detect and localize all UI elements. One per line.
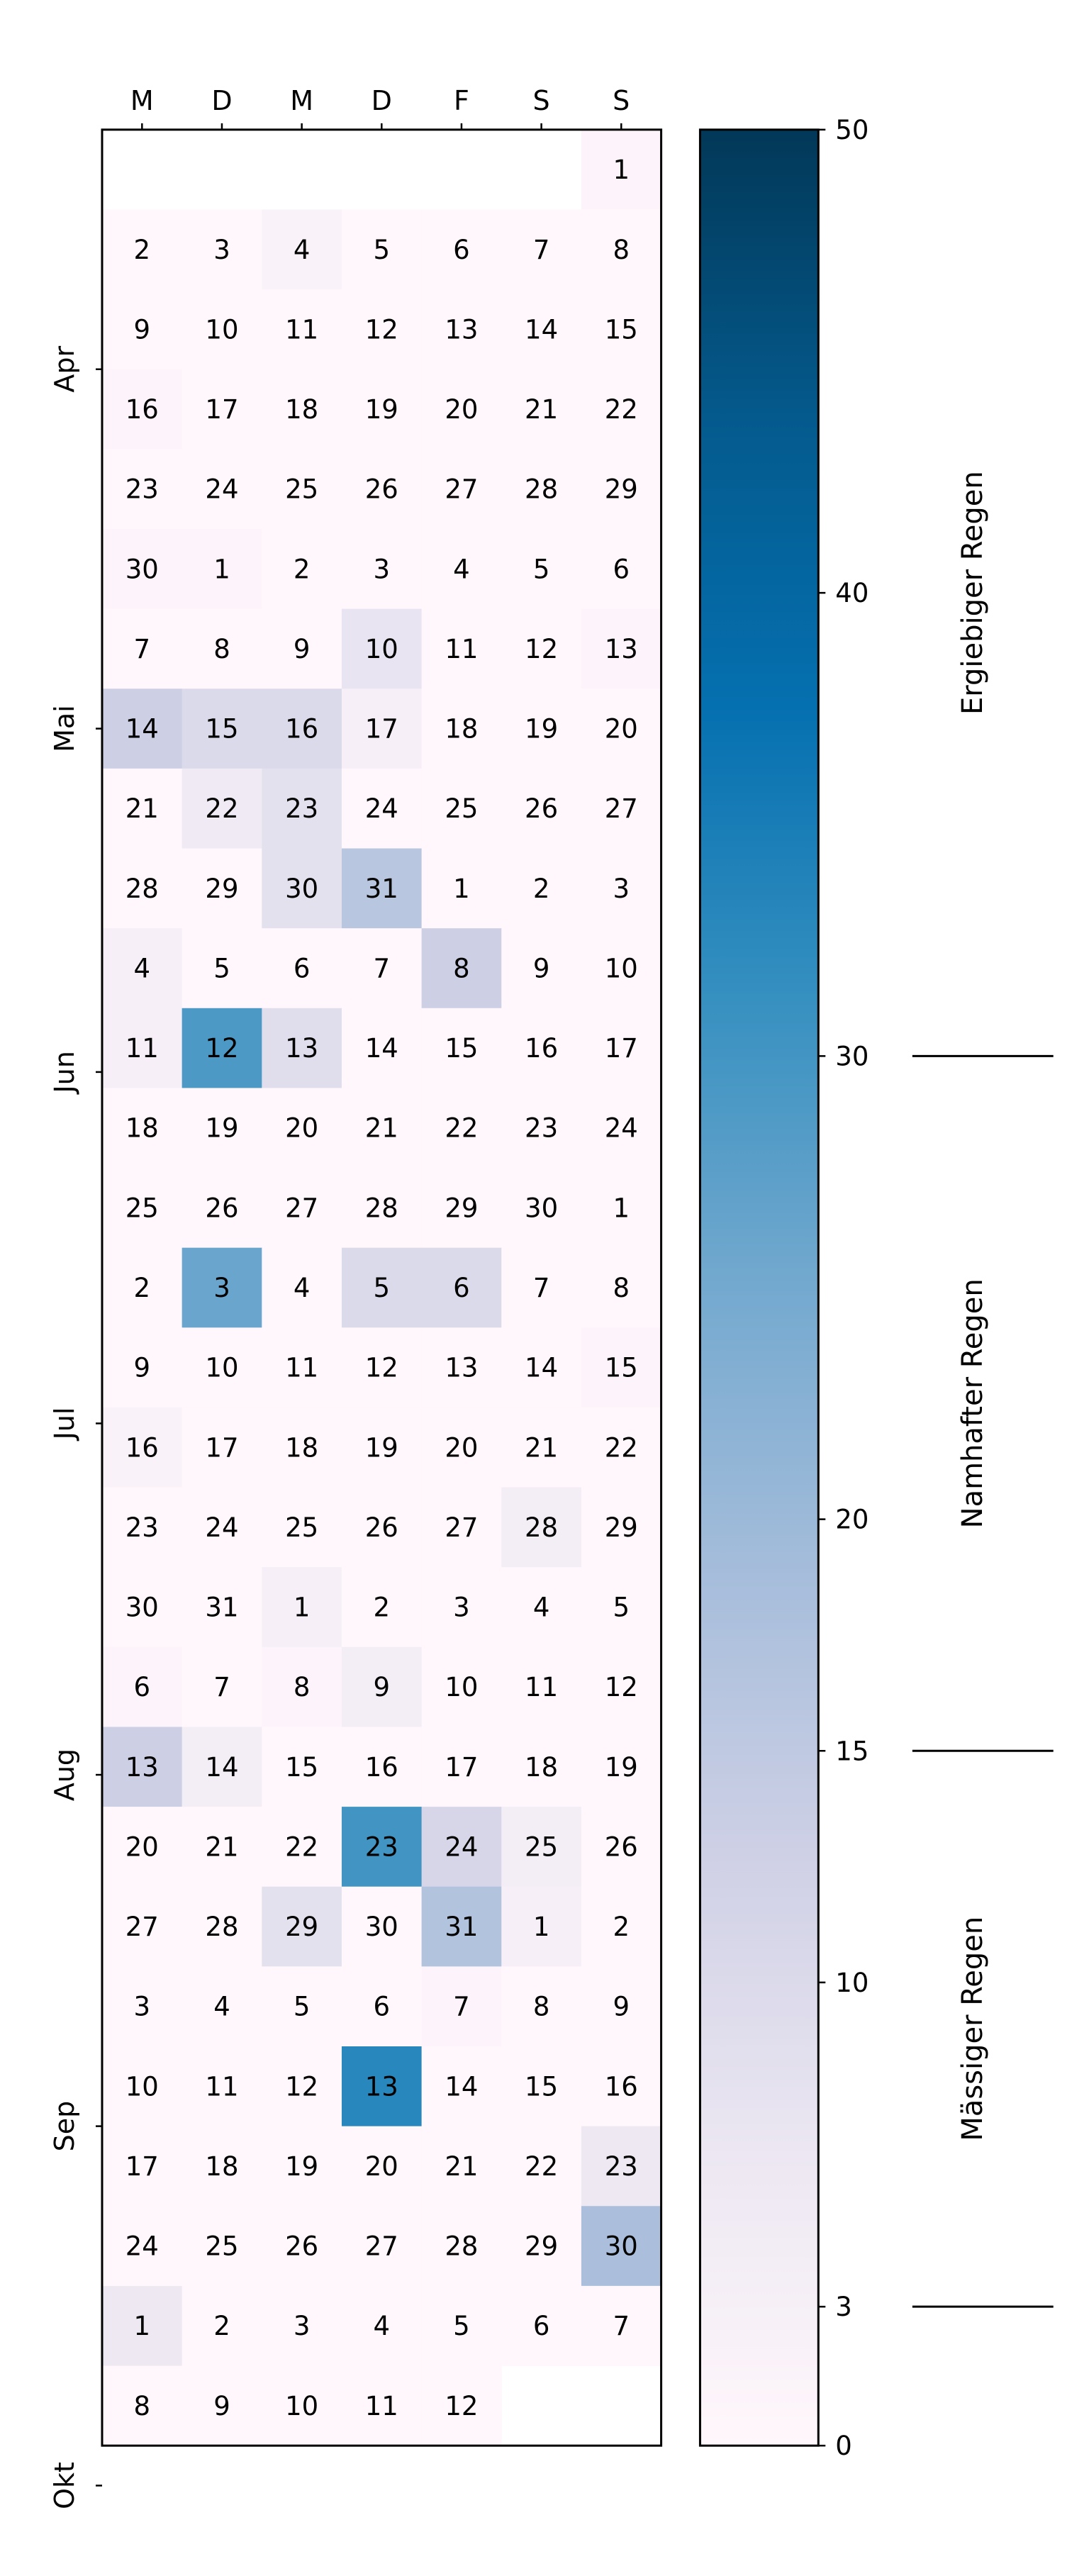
day-label: 1: [293, 1592, 311, 1623]
day-label: 29: [604, 474, 638, 505]
day-label: 5: [613, 1592, 630, 1623]
day-label: 31: [205, 1592, 239, 1623]
day-label: 1: [613, 1193, 630, 1224]
day-label: 16: [525, 1033, 559, 1064]
day-label: 16: [125, 1432, 159, 1463]
day-label: 16: [125, 394, 159, 425]
day-label: 13: [125, 1751, 159, 1783]
day-label: 7: [133, 633, 151, 664]
day-label: 12: [205, 1033, 239, 1064]
day-label: 28: [525, 474, 559, 505]
day-label: 23: [525, 1113, 559, 1144]
day-label: 29: [604, 1512, 638, 1543]
day-label: 10: [364, 633, 398, 664]
category-label: Ergiebiger Regen: [956, 471, 990, 715]
day-label: 28: [205, 1912, 239, 1943]
day-label: 28: [125, 873, 159, 904]
day-label: 10: [205, 314, 239, 345]
day-label: 15: [604, 314, 638, 345]
weekday-labels: [130, 85, 630, 130]
day-label: 25: [445, 793, 479, 825]
day-label: 20: [445, 394, 479, 425]
category-label: Namhafter Regen: [956, 1278, 990, 1529]
day-label: 29: [285, 1912, 319, 1943]
day-label: 7: [213, 1672, 230, 1703]
day-label: 2: [293, 554, 311, 585]
day-label: 4: [293, 1273, 311, 1303]
day-label: 30: [125, 1592, 159, 1623]
colorbar-ticks: [818, 115, 869, 2461]
month-label: Okt: [49, 2462, 80, 2509]
day-label: 29: [445, 1193, 479, 1224]
day-label: 21: [364, 1113, 398, 1144]
day-label: 15: [205, 713, 239, 745]
day-label: 20: [285, 1113, 319, 1144]
category-label: Mässiger Regen: [956, 1916, 990, 2141]
calendar-grid: [102, 130, 661, 2446]
day-label: 5: [213, 953, 230, 984]
day-label: 4: [453, 554, 470, 585]
day-label: 2: [613, 1912, 630, 1943]
day-label: 8: [453, 953, 470, 984]
day-label: 16: [604, 2071, 638, 2102]
day-label: 17: [125, 2151, 159, 2182]
weekday-label: S: [532, 84, 550, 116]
day-label: 17: [445, 1751, 479, 1783]
day-label: 26: [604, 1831, 638, 1863]
day-label: 23: [125, 474, 159, 505]
day-label: 28: [445, 2231, 479, 2262]
day-label: 24: [445, 1831, 479, 1863]
day-label: 27: [445, 474, 479, 505]
day-label: 13: [364, 2071, 398, 2102]
day-label: 23: [125, 1512, 159, 1543]
day-label: 22: [604, 394, 638, 425]
day-label: 16: [364, 1751, 398, 1783]
rain-categories: [912, 471, 1054, 2307]
day-label: 18: [205, 2151, 239, 2182]
day-label: 4: [373, 2311, 391, 2342]
day-label: 18: [525, 1751, 559, 1783]
day-label: 31: [445, 1912, 479, 1943]
day-label: 12: [604, 1672, 638, 1703]
day-label: 11: [445, 633, 479, 664]
day-label: 20: [604, 713, 638, 745]
day-label: 11: [125, 1033, 159, 1064]
day-label: 19: [364, 1432, 398, 1463]
day-label: 21: [525, 1432, 559, 1463]
day-label: 10: [205, 1352, 239, 1383]
day-label: 22: [285, 1831, 319, 1863]
day-label: 7: [453, 1991, 470, 2022]
month-label: Sep: [49, 2100, 80, 2152]
day-label: 31: [364, 873, 398, 904]
day-label: 6: [373, 1991, 391, 2022]
day-label: 24: [604, 1113, 638, 1144]
day-label: 18: [285, 1432, 319, 1463]
day-label: 25: [285, 1512, 319, 1543]
day-label: 22: [525, 2151, 559, 2182]
day-label: 25: [125, 1193, 159, 1224]
colorbar-tick-label: 20: [835, 1504, 869, 1535]
day-label: 17: [604, 1033, 638, 1064]
day-label: 30: [125, 554, 159, 585]
day-label: 23: [285, 793, 319, 825]
day-label: 15: [525, 2071, 559, 2102]
day-label: 17: [364, 713, 398, 745]
colorbar-tick-label: 15: [835, 1736, 869, 1767]
month-label: Jul: [49, 1407, 80, 1440]
day-label: 1: [613, 155, 630, 186]
day-label: 10: [285, 2390, 319, 2421]
day-label: 12: [285, 2071, 319, 2102]
day-label: 11: [364, 2390, 398, 2421]
day-label: 28: [525, 1512, 559, 1543]
day-label: 19: [604, 1751, 638, 1783]
weekday-label: F: [454, 84, 469, 116]
day-label: 25: [205, 2231, 239, 2262]
day-label: 6: [453, 234, 470, 265]
day-label: 13: [285, 1033, 319, 1064]
day-label: 20: [364, 2151, 398, 2182]
day-label: 21: [205, 1831, 239, 1863]
day-label: 14: [445, 2071, 479, 2102]
colorbar: [700, 130, 818, 2446]
colorbar-tick-label: 50: [835, 114, 869, 145]
day-label: 9: [532, 953, 550, 984]
day-label: 27: [445, 1512, 479, 1543]
day-label: 9: [613, 1991, 630, 2022]
day-label: 11: [205, 2071, 239, 2102]
day-label: 9: [293, 633, 311, 664]
day-label: 19: [364, 394, 398, 425]
day-label: 3: [373, 554, 391, 585]
month-label: Apr: [49, 345, 80, 393]
day-label: 27: [125, 1912, 159, 1943]
day-label: 1: [133, 2311, 151, 2342]
day-label: 13: [445, 1352, 479, 1383]
day-label: 2: [213, 2311, 230, 2342]
day-label: 27: [364, 2231, 398, 2262]
day-label: 14: [205, 1751, 239, 1783]
day-label: 7: [532, 1273, 550, 1303]
day-label: 4: [213, 1991, 230, 2022]
day-label: 16: [285, 713, 319, 745]
day-label: 24: [205, 474, 239, 505]
month-label: Aug: [49, 1748, 80, 1802]
month-labels: [49, 346, 102, 2509]
day-label: 10: [445, 1672, 479, 1703]
weekday-label: D: [371, 84, 392, 116]
day-label: 24: [125, 2231, 159, 2262]
weekday-label: S: [613, 84, 630, 116]
day-label: 11: [525, 1672, 559, 1703]
colorbar-tick-label: 3: [835, 2292, 852, 2323]
day-label: 26: [205, 1193, 239, 1224]
day-label: 3: [213, 234, 230, 265]
day-label: 15: [604, 1352, 638, 1383]
day-label: 8: [532, 1991, 550, 2022]
day-label: 20: [125, 1831, 159, 1863]
day-label: 30: [285, 873, 319, 904]
day-label: 2: [133, 234, 151, 265]
day-label: 26: [364, 1512, 398, 1543]
day-label: 1: [453, 873, 470, 904]
day-label: 15: [445, 1033, 479, 1064]
day-label: 26: [285, 2231, 319, 2262]
day-label: 9: [373, 1672, 391, 1703]
day-label: 4: [133, 953, 151, 984]
colorbar-tick-label: 40: [835, 578, 869, 609]
day-label: 14: [525, 314, 559, 345]
day-label: 25: [525, 1831, 559, 1863]
day-label: 21: [445, 2151, 479, 2182]
day-label: 5: [453, 2311, 470, 2342]
day-label: 5: [373, 234, 391, 265]
day-label: 19: [205, 1113, 239, 1144]
day-label: 30: [525, 1193, 559, 1224]
day-label: 6: [453, 1273, 470, 1303]
day-label: 18: [445, 713, 479, 745]
day-label: 8: [133, 2390, 151, 2421]
day-label: 22: [205, 793, 239, 825]
weekday-label: D: [211, 84, 233, 116]
day-label: 24: [364, 793, 398, 825]
day-label: 9: [133, 314, 151, 345]
day-label: 9: [213, 2390, 230, 2421]
day-label: 6: [532, 2311, 550, 2342]
day-label: 3: [613, 873, 630, 904]
day-label: 1: [213, 554, 230, 585]
day-label: 30: [604, 2231, 638, 2262]
day-label: 8: [613, 1273, 630, 1303]
day-label: 18: [125, 1113, 159, 1144]
day-label: 8: [613, 234, 630, 265]
day-label: 14: [364, 1033, 398, 1064]
colorbar-tick-label: 0: [835, 2431, 852, 2462]
day-label: 11: [285, 314, 319, 345]
day-label: 21: [125, 793, 159, 825]
day-label: 8: [213, 633, 230, 664]
day-label: 6: [613, 554, 630, 585]
day-label: 11: [285, 1352, 319, 1383]
day-label: 7: [373, 953, 391, 984]
day-label: 2: [133, 1273, 151, 1303]
day-label: 27: [285, 1193, 319, 1224]
day-label: 10: [125, 2071, 159, 2102]
day-label: 4: [293, 234, 311, 265]
weekday-label: M: [290, 84, 314, 116]
day-label: 23: [364, 1831, 398, 1863]
day-label: 22: [604, 1432, 638, 1463]
day-label: 5: [532, 554, 550, 585]
day-label: 7: [532, 234, 550, 265]
month-label: Jun: [49, 1051, 80, 1093]
day-label: 13: [445, 314, 479, 345]
day-label: 30: [364, 1912, 398, 1943]
day-label: 26: [525, 793, 559, 825]
day-label: 8: [293, 1672, 311, 1703]
day-label: 21: [525, 394, 559, 425]
month-label: Mai: [49, 705, 80, 752]
day-label: 17: [205, 1432, 239, 1463]
day-label: 12: [364, 1352, 398, 1383]
day-label: 19: [525, 713, 559, 745]
day-label: 6: [293, 953, 311, 984]
day-label: 22: [445, 1113, 479, 1144]
day-label: 18: [285, 394, 319, 425]
day-label: 4: [532, 1592, 550, 1623]
day-label: 25: [285, 474, 319, 505]
day-label: 24: [205, 1512, 239, 1543]
day-label: 9: [133, 1352, 151, 1383]
day-label: 3: [213, 1273, 230, 1303]
day-label: 20: [445, 1432, 479, 1463]
day-label: 12: [445, 2390, 479, 2421]
day-label: 28: [364, 1193, 398, 1224]
day-label: 2: [373, 1592, 391, 1623]
day-label: 2: [532, 873, 550, 904]
colorbar-tick-label: 10: [835, 1967, 869, 1998]
day-label: 19: [285, 2151, 319, 2182]
day-label: 27: [604, 793, 638, 825]
day-label: 1: [532, 1912, 550, 1943]
day-label: 12: [364, 314, 398, 345]
weekday-label: M: [130, 84, 154, 116]
colorbar-tick-label: 30: [835, 1041, 869, 1072]
day-label: 17: [205, 394, 239, 425]
day-label: 3: [293, 2311, 311, 2342]
day-label: 10: [604, 953, 638, 984]
day-label: 14: [525, 1352, 559, 1383]
day-label: 12: [525, 633, 559, 664]
day-label: 7: [613, 2311, 630, 2342]
day-label: 5: [293, 1991, 311, 2022]
day-label: 5: [373, 1273, 391, 1303]
day-label: 29: [525, 2231, 559, 2262]
day-label: 14: [125, 713, 159, 745]
day-label: 3: [453, 1592, 470, 1623]
day-label: 15: [285, 1751, 319, 1783]
day-label: 3: [133, 1991, 151, 2022]
day-label: 26: [364, 474, 398, 505]
day-label: 6: [133, 1672, 151, 1703]
day-label: 29: [205, 873, 239, 904]
day-label: 23: [604, 2151, 638, 2182]
day-label: 13: [604, 633, 638, 664]
